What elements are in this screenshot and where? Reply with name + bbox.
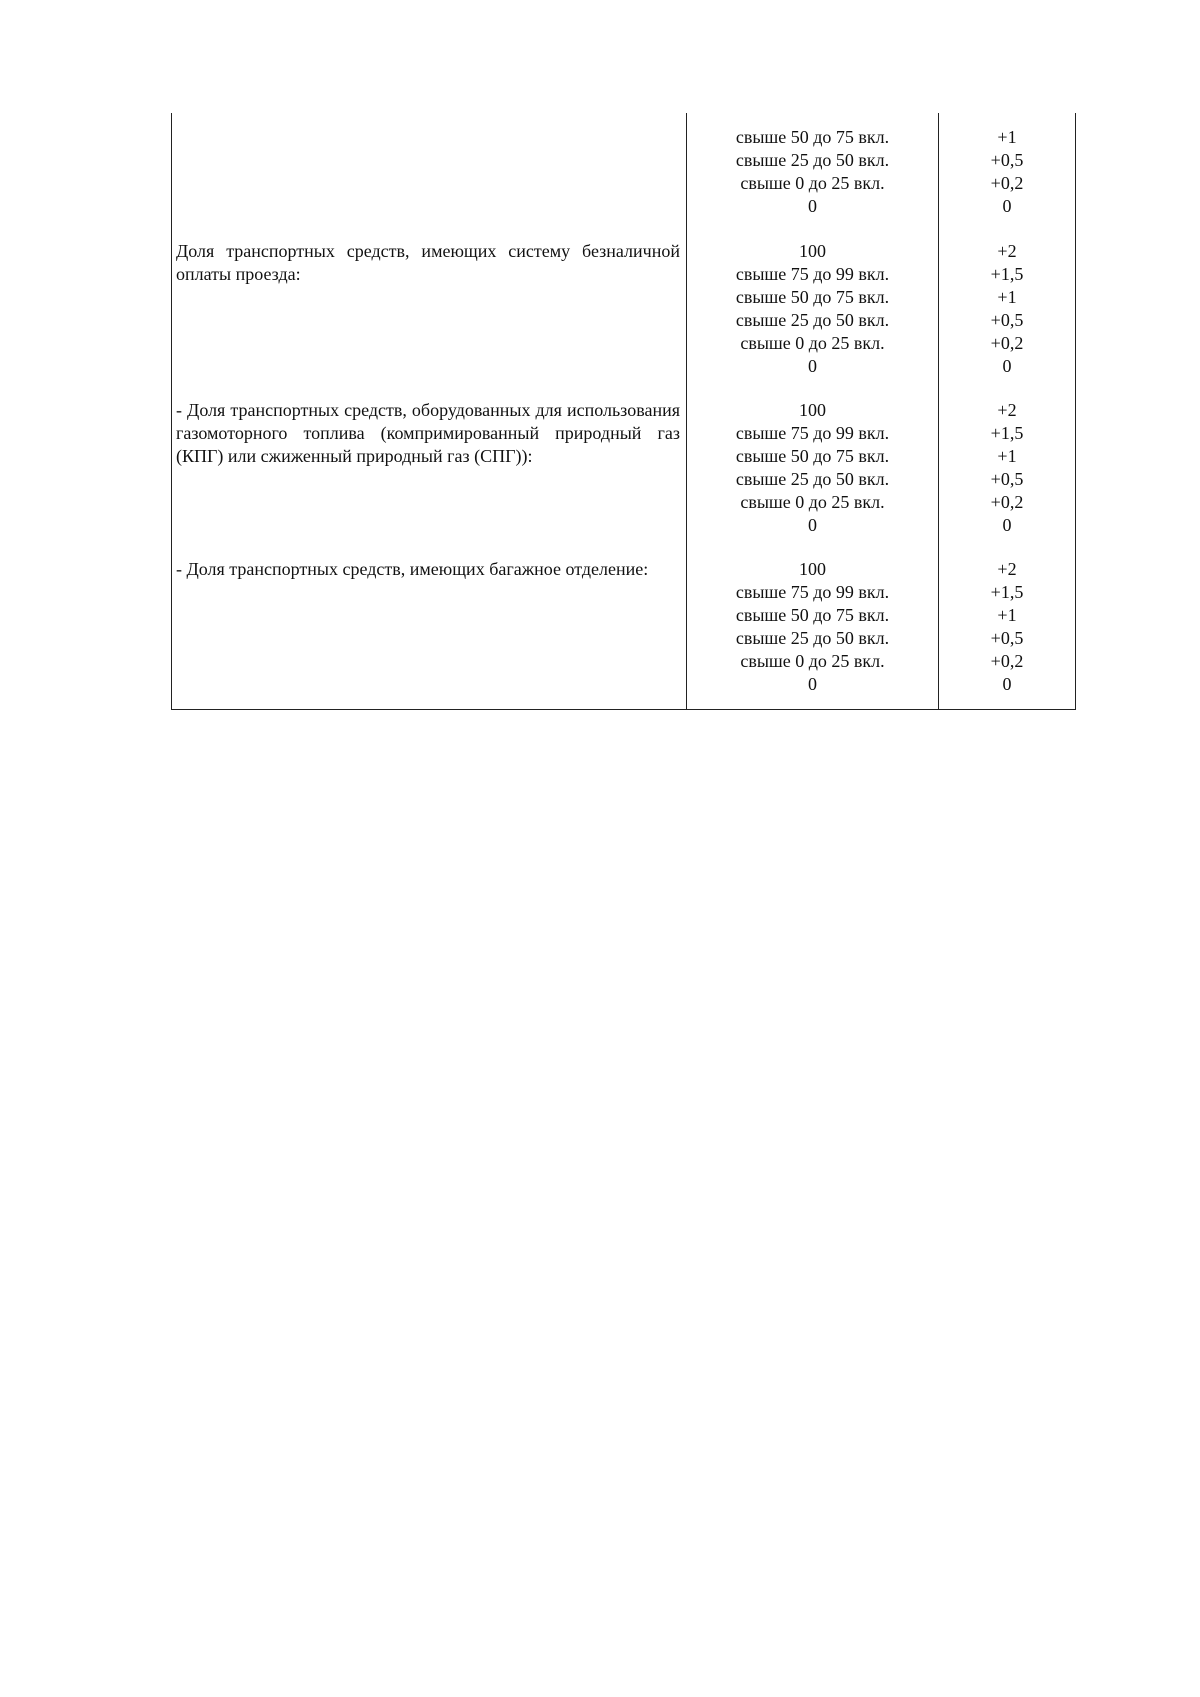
range-cell: 100 свыше 75 до 99 вкл. свыше 50 до 75 вкл. свыше 25 до 50 вкл. свыше 0 до 25 вкл. 0	[735, 241, 890, 376]
range-cell: 100 свыше 75 до 99 вкл. свыше 50 до 75 вкл. свыше 25 до 50 вкл. свыше 0 до 25 вкл. 0	[735, 400, 890, 535]
score-cell: +2 +1,5 +1 +0,5 +0,2 0	[990, 400, 1024, 535]
criterion-description: Доля транспортных средств, имеющих систему безналичной оплаты проезда:	[176, 241, 680, 284]
criterion-description: - Доля транспортных средств, имеющих багажное отделение:	[176, 559, 649, 579]
table-border-bottom	[171, 709, 1076, 710]
range-cell: 100 свыше 75 до 99 вкл. свыше 50 до 75 вкл. свыше 25 до 50 вкл. свыше 0 до 25 вкл. 0	[735, 559, 890, 694]
criterion-description: - Доля транспортных средств, оборудованных для использования газомоторного топлива (компримированный природный газ (КПГ) или сжиженный природный газ (СПГ)):	[176, 400, 680, 466]
score-cell: +2 +1,5 +1 +0,5 +0,2 0	[990, 559, 1024, 694]
range-cell: свыше 50 до 75 вкл. свыше 25 до 50 вкл. свыше 0 до 25 вкл. 0	[735, 127, 890, 216]
score-cell: +2 +1,5 +1 +0,5 +0,2 0	[990, 241, 1024, 376]
table-border-right	[1075, 113, 1076, 710]
score-cell: +1 +0,5 +0,2 0	[990, 127, 1024, 216]
table-border-left	[171, 113, 172, 710]
